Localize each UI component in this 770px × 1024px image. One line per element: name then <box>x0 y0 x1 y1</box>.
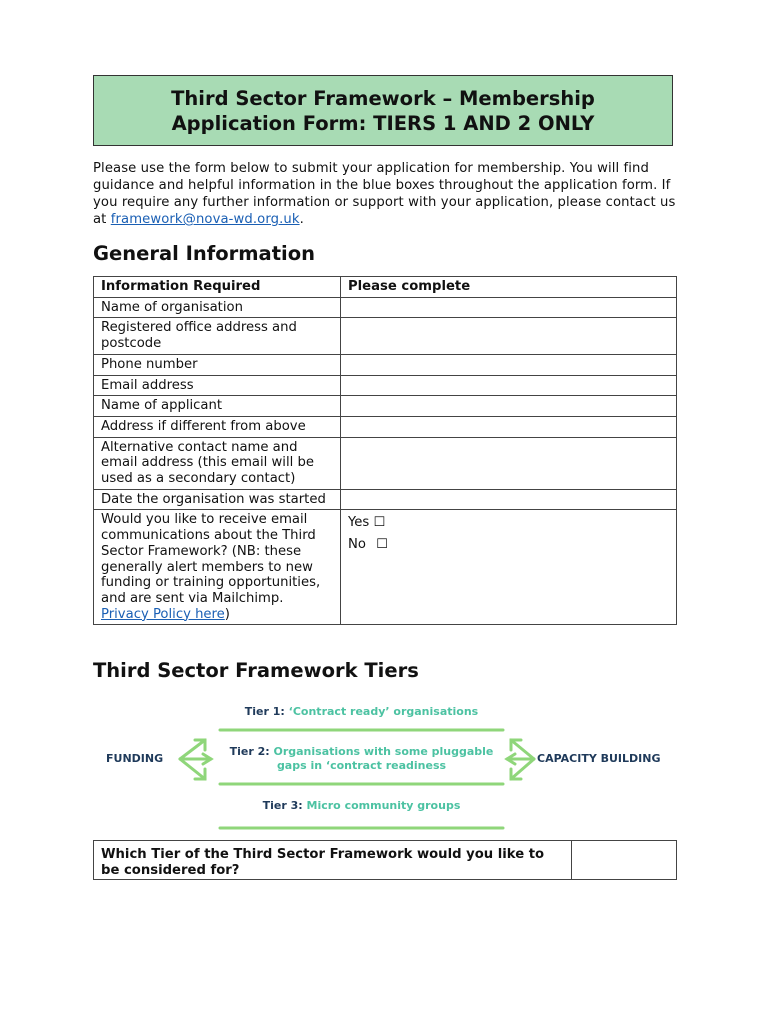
privacy-policy-link[interactable]: Privacy Policy here <box>101 606 225 622</box>
tier-2-text: Tier 2: Organisations with some pluggable gaps in ‘contract readiness <box>229 745 494 772</box>
date-started-field[interactable] <box>341 489 677 510</box>
email-field[interactable] <box>341 375 677 396</box>
general-information-heading: General Information <box>93 242 315 265</box>
title-line-1: Third Sector Framework – Membership <box>171 86 595 110</box>
office-address-field[interactable] <box>341 318 677 354</box>
alt-contact-field[interactable] <box>341 437 677 489</box>
title-box <box>93 75 673 146</box>
general-information-table <box>93 276 677 625</box>
applicant-name-field[interactable] <box>341 396 677 417</box>
phone-field[interactable] <box>341 354 677 375</box>
table-row <box>94 297 677 318</box>
table-header-row <box>94 277 677 298</box>
alt-address-field[interactable] <box>341 416 677 437</box>
row-label-email-consent: Would you like to receive email communications about the Third Sector Framework? (NB: these generally alert members to new funding or training opportunities, and are sent via Mailchimp. Privacy Policy here) <box>94 510 341 625</box>
row-label-applicant: Name of applicant <box>94 396 341 417</box>
tier-3-text: Tier 3: Micro community groups <box>262 799 461 812</box>
tier-1-text: Tier 1: ‘Contract ready’ organisations <box>244 705 479 718</box>
row-label-organisation-name: Name of organisation <box>94 297 341 318</box>
table-row <box>94 396 677 417</box>
tiers-diagram <box>93 697 677 835</box>
table-row <box>94 489 677 510</box>
funding-label: FUNDING <box>106 752 164 765</box>
row-label-alt-contact: Alternative contact name and email address (this email will be used as a secondary contact) <box>94 437 341 489</box>
email-consent-options <box>341 510 677 625</box>
table-row <box>94 416 677 437</box>
tier-question: Which Tier of the Third Sector Framework would you like to be considered for? <box>94 841 572 880</box>
left-arrows-icon <box>180 740 211 779</box>
table-row <box>94 354 677 375</box>
table-row <box>94 375 677 396</box>
organisation-name-field[interactable] <box>341 297 677 318</box>
no-option[interactable]: No ☐ <box>348 537 388 553</box>
tier-selection-table <box>93 840 677 880</box>
yes-checkbox[interactable]: ☐ <box>373 515 386 531</box>
table-row <box>94 510 677 625</box>
row-label-date-started: Date the organisation was started <box>94 489 341 510</box>
row-label-office-address: Registered office address and postcode <box>94 318 341 354</box>
column-header-information: Information Required <box>94 277 341 298</box>
column-header-complete: Please complete <box>341 277 677 298</box>
row-label-alt-address: Address if different from above <box>94 416 341 437</box>
row-label-phone: Phone number <box>94 354 341 375</box>
right-arrows-icon <box>507 740 534 779</box>
yes-option[interactable]: Yes ☐ <box>348 515 386 531</box>
contact-email-link[interactable]: framework@nova-wd.org.uk <box>110 212 300 227</box>
tier-answer-field[interactable] <box>572 841 677 880</box>
no-checkbox[interactable]: ☐ <box>376 537 388 553</box>
row-label-email: Email address <box>94 375 341 396</box>
table-row <box>94 318 677 354</box>
intro-text: Please use the form below to submit your application for membership. You will find guidance and helpful information in the blue boxes throughout the application form. If you require any further information or support with your application, please contact us at <box>93 161 676 227</box>
intro-paragraph: Please use the form below to submit your application for membership. You will find guidance and helpful information in the blue boxes throughout the application form. If you require any further information or support with your application, please contact us at framework@nova-wd.org.uk. <box>93 161 676 227</box>
table-row <box>94 841 677 880</box>
table-row <box>94 437 677 489</box>
capacity-building-label: CAPACITY BUILDING <box>537 752 661 765</box>
title-line-2: Application Form: TIERS 1 AND 2 ONLY <box>171 111 595 135</box>
tiers-heading: Third Sector Framework Tiers <box>93 659 419 682</box>
